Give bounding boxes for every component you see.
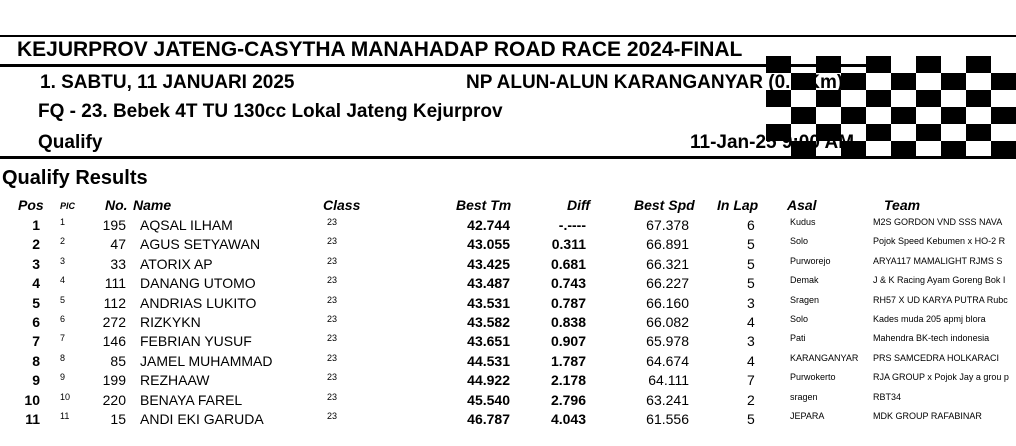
cell-diff: 0.787 [550,294,586,311]
cell-best-tm: 43.531 [467,294,510,311]
flag-square [841,107,866,124]
cell-in-lap: 7 [747,372,755,389]
session-datetime: 11-Jan-25 9:00 AM [690,132,855,153]
cell-diff: 0.907 [550,333,586,350]
class-name: FQ - 23. Bebek 4T TU 130cc Lokal Jateng Kejurprov [38,101,503,122]
cell-pic: 9 [60,372,66,383]
cell-pos: 3 [32,255,40,272]
cell-pos: 1 [32,217,40,233]
cell-name: REZHAAW [140,372,210,389]
cell-best-tm: 46.787 [467,411,510,427]
cell-class: 23 [327,333,338,344]
cell-pos: 11 [25,411,40,427]
cell-in-lap: 4 [747,314,755,330]
cell-name: RIZKYKN [140,314,201,330]
cell-diff: 4.043 [550,411,586,427]
table-row [0,333,1016,352]
flag-square [966,56,991,73]
cell-class: 23 [327,275,338,286]
table-row [0,314,1016,333]
cell-in-lap: 3 [747,333,755,350]
col-name: Name [133,197,172,213]
col-in-lap: In Lap [717,197,759,213]
col-pic: PIC [60,201,76,211]
cell-team: Mahendra BK-tech indonesia [873,333,990,344]
cell-best-tm: 44.922 [467,372,510,389]
cell-diff: 1.787 [550,352,586,369]
event-title: KEJURPROV JATENG-CASYTHA MANAHADAP ROAD RACE 2024-FINAL [17,38,743,61]
cell-no: 272 [102,314,126,330]
cell-name: AQSAL ILHAM [140,217,233,233]
flag-square [891,107,916,124]
flag-square [966,90,991,107]
cell-diff: 0.681 [550,255,586,272]
flag-square [916,56,941,73]
cell-pos: 4 [32,275,40,292]
cell-team: ARYA117 MAMALIGHT RJMS S [873,255,1003,266]
cell-class: 23 [327,314,338,324]
col-asal: Asal [787,197,817,213]
cell-class: 23 [327,372,338,383]
cell-no: 146 [102,333,126,350]
cell-name: FEBRIAN YUSUF [140,333,252,350]
cell-diff: -.---- [558,217,586,233]
cell-best-spd: 61.556 [646,411,689,427]
table-row [0,295,1016,314]
cell-no: 47 [110,236,126,253]
cell-team: M2S GORDON VND SSS NAVA [873,217,1003,227]
table-row [0,411,1016,430]
cell-in-lap: 5 [747,275,755,292]
cell-no: 195 [102,217,126,233]
table-row [0,275,1016,294]
table-row [0,392,1016,411]
cell-best-spd: 65.978 [646,333,689,350]
cell-team: Kades muda 205 apmj blora [873,314,986,324]
cell-class: 23 [327,352,338,363]
col-best-tm: Best Tm [456,197,512,213]
cell-pos: 6 [32,314,40,330]
col-class: Class [323,197,361,213]
cell-no: 199 [102,372,126,389]
cell-no: 111 [104,275,126,292]
cell-name: JAMEL MUHAMMAD [140,352,273,369]
cell-pic: 10 [60,391,71,402]
table-row [0,256,1016,275]
cell-best-spd: 64.674 [646,352,689,369]
cell-asal: Demak [790,275,819,286]
col-team: Team [884,197,921,213]
flag-square [991,107,1016,124]
cell-asal: Purworejo [790,255,831,266]
cell-asal: KARANGANYAR [790,352,859,363]
table-row [0,372,1016,391]
section-title: Qualify Results [2,167,148,189]
cell-name: AGUS SETYAWAN [140,236,261,253]
cell-diff: 0.743 [550,275,586,292]
cell-class: 23 [327,236,338,247]
cell-pos: 5 [32,294,40,311]
cell-pic: 11 [60,411,70,421]
cell-best-spd: 66.082 [646,314,689,330]
flag-square [866,124,891,141]
cell-name: DANANG UTOMO [140,275,256,292]
cell-in-lap: 5 [747,411,755,427]
cell-pic: 7 [60,333,66,344]
cell-no: 33 [110,255,126,272]
flag-square [841,73,866,90]
cell-name: ATORIX AP [140,255,213,272]
cell-asal: JEPARA [790,411,825,421]
cell-pos: 10 [24,391,40,408]
cell-in-lap: 3 [747,294,755,311]
flag-square [966,124,991,141]
cell-best-spd: 63.241 [646,391,689,408]
cell-best-spd: 67.378 [646,217,689,233]
cell-best-tm: 43.487 [467,275,510,292]
flag-square [941,73,966,90]
cell-pic: 8 [60,352,66,363]
cell-asal: sragen [790,391,818,402]
flag-square [891,73,916,90]
cell-pic: 6 [60,314,66,324]
cell-class: 23 [327,411,338,421]
table-row [0,217,1016,236]
cell-pos: 9 [32,372,40,389]
cell-no: 220 [102,391,126,408]
cell-team: RJA GROUP x Pojok Jay a grou p [873,372,1009,383]
cell-name: BENAYA FAREL [140,391,243,408]
cell-team: Pojok Speed Kebumen x HO-2 R [873,236,1006,247]
flag-square [916,90,941,107]
col-best-spd: Best Spd [634,197,695,213]
cell-pic: 1 [60,217,66,227]
cell-team: PRS SAMCEDRA HOLKARACI [873,352,1000,363]
cell-asal: Solo [790,236,809,247]
cell-no: 15 [110,411,126,427]
cell-best-spd: 66.321 [646,255,689,272]
table-row [0,353,1016,372]
cell-pos: 2 [32,236,40,253]
cell-pic: 2 [60,236,66,247]
cell-best-spd: 64.111 [648,372,689,389]
cell-team: RH57 X UD KARYA PUTRA Rubc [873,294,1008,305]
flag-square [991,73,1016,90]
cell-class: 23 [327,294,338,305]
cell-diff: 2.796 [550,391,586,408]
cell-class: 23 [327,217,338,227]
cell-pic: 3 [60,255,66,266]
cell-name: ANDI EKI GARUDA [140,411,264,427]
col-no: No. [105,197,128,213]
cell-no: 85 [110,352,126,369]
cell-pic: 5 [60,294,66,305]
cell-team: J & K Racing Ayam Goreng Bok I [873,275,1006,286]
cell-best-spd: 66.160 [646,294,689,311]
top-divider [0,35,1016,37]
cell-asal: Pati [790,333,806,344]
col-pos: Pos [18,197,44,213]
flag-square [866,90,891,107]
cell-in-lap: 6 [747,217,755,233]
cell-diff: 2.178 [550,372,586,389]
col-diff: Diff [567,197,591,213]
flag-square [941,107,966,124]
cell-no: 112 [103,294,126,311]
flag-square [791,107,816,124]
cell-team: MDK GROUP RAFABINAR [873,411,982,421]
cell-best-tm: 43.055 [467,236,510,253]
cell-best-tm: 43.651 [467,333,510,350]
cell-diff: 0.838 [550,314,586,330]
cell-best-tm: 45.540 [467,391,510,408]
cell-best-tm: 43.425 [467,255,510,272]
flag-square [916,124,941,141]
table-row [0,236,1016,255]
cell-pos: 8 [32,352,40,369]
cell-in-lap: 4 [747,352,755,369]
cell-in-lap: 5 [747,255,755,272]
cell-asal: Solo [790,314,809,324]
cell-name: ANDRIAS LUKITO [140,294,257,311]
cell-class: 23 [327,391,338,402]
header-divider [0,156,1016,159]
cell-pos: 7 [32,333,40,350]
cell-best-spd: 66.227 [646,275,689,292]
cell-best-spd: 66.891 [646,236,689,253]
cell-best-tm: 42.744 [467,217,510,233]
cell-asal: Purwokerto [790,372,836,383]
event-date: 1. SABTU, 11 JANUARI 2025 [40,72,295,93]
cell-in-lap: 5 [747,236,755,253]
cell-in-lap: 2 [747,391,755,408]
cell-best-tm: 44.531 [467,352,510,369]
cell-best-tm: 43.582 [467,314,510,330]
cell-diff: 0.311 [551,236,586,253]
cell-pic: 4 [60,275,66,286]
session-label: Qualify [38,132,103,153]
cell-team: RBT34 [873,391,902,402]
venue: NP ALUN-ALUN KARANGANYAR (0.8 Km) [466,72,844,93]
cell-class: 23 [327,255,338,266]
cell-asal: Sragen [790,294,820,305]
title-divider [0,64,880,67]
cell-asal: Kudus [790,217,816,227]
